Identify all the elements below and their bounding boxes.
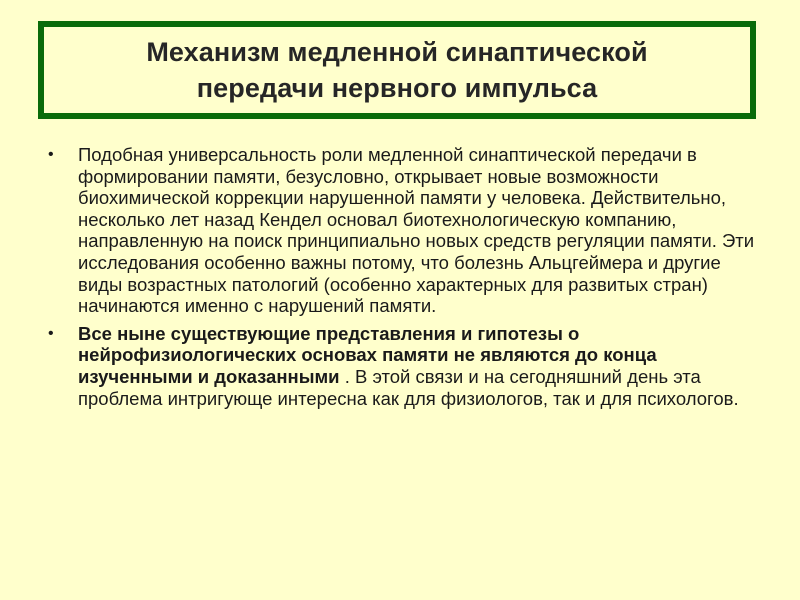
- bullet-text: Подобная универсальность роли медленной синаптической передачи в формировании памяти, безусловно, открывает новые возможности биохимической коррекции нарушенной памяти у человека. Действительно, несколько лет назад Кендел основал биотехнологическую компанию, направленную на поиск принципиально новых средств регуляции памяти. Эти исследования особенно важны потому, что болезнь Альцгеймера и другие виды возрастных патологий (особенно характерных для развитых стран) начинаются именно с нарушений памяти.: [78, 144, 755, 317]
- bullet-text: . В этой связи и на сегодняшний день эта проблема интригующе интересна как для физиологов, так и для психологов.: [78, 365, 739, 409]
- bullet-list: [40, 144, 760, 409]
- title-box: [38, 21, 756, 119]
- bullet-marker: •: [48, 324, 54, 342]
- bullet-marker: •: [48, 146, 54, 163]
- bullet-bold-text: Все ныне существующие представления и гипотезы о нейрофизиологических основах памяти не являются до конца изученными и доказанными: [78, 322, 657, 387]
- bullet-item: [40, 323, 760, 409]
- slide-title-line-1: Механизм медленной синаптической: [146, 37, 648, 67]
- bullet-item: [40, 144, 760, 317]
- slide-title-line-2: передачи нервного импульса: [196, 73, 598, 103]
- slide-title: [146, 34, 647, 106]
